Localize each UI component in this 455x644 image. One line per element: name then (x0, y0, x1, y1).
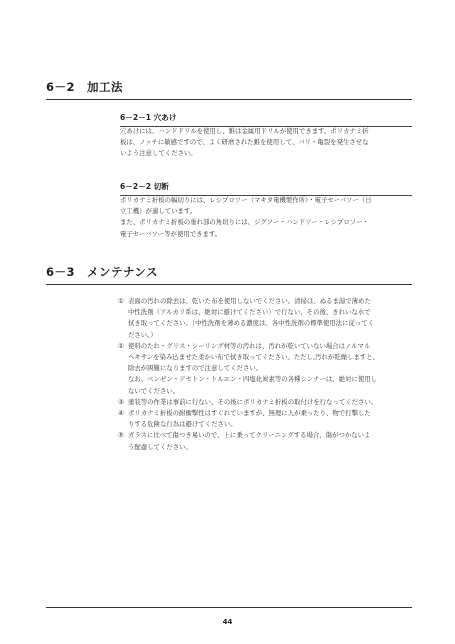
list-item (118, 408, 412, 430)
text-line: ヘキサンを染み込ませた柔かい布で拭き取ってください。ただし,汚れが乾燥しますと、 (128, 353, 379, 362)
text-line: 電子セーバソー等が使用できます。 (120, 229, 222, 238)
subsection-heading-6-2-2: 6－2－2 切断 (120, 181, 412, 196)
section-heading-6-2: 6－2 加工法 (46, 79, 412, 100)
text-line: ださい。） (128, 330, 157, 339)
text-line: 拭き取ってください。（中性洗剤を薄める濃度は、各中性洗剤の標準使用法に従ってく (128, 319, 375, 328)
text-line: 塗装等の作業は事前に行ない、その後にポリカナミ折板の取付けを行なってください。 (128, 397, 378, 406)
text-line: また、ポリカナミ折板の垂れ部の角切りには、ジグソー・ハンドソー・レシプロソー・ (120, 218, 369, 227)
paragraph-cutting (120, 195, 410, 240)
text-line: 除去が困難になりますので注意してください。 (128, 364, 263, 373)
text-line: ないでください。 (128, 386, 180, 395)
text-line: 穴あけには、ハンドドリルを使用し、錐は金属用ドリルが使用できます。ポリカナミ折 (120, 127, 369, 135)
footer-divider (46, 607, 412, 608)
text-line: ポリカナミ折板の耐衝撃性はすぐれていますが、無理に人が乗ったり、物で打撃した (128, 409, 371, 418)
maintenance-list (118, 296, 412, 453)
page-number: 44 (222, 618, 233, 626)
list-item (118, 341, 412, 397)
item-number: ② (118, 341, 124, 350)
list-item (118, 296, 412, 341)
item-number: ⑤ (118, 431, 124, 440)
item-number: ① (118, 297, 124, 305)
text-line: いよう注意してください。 (120, 149, 197, 158)
text-line: 立工機）が適しています。 (120, 207, 197, 216)
list-item (118, 397, 412, 408)
text-line: 使料のたれ・グリス・シーリング材等の汚れは、汚れが乾いていない場合はノルマル (128, 341, 371, 350)
text-line: ポリカナミ折板の幅切りには、レシプロソー（マキタ電機製作所）・電子セーバソー（日 (120, 196, 372, 204)
text-line: りする危険な行為は避けてください。 (128, 420, 237, 429)
list-item (118, 430, 412, 452)
paragraph-drilling (120, 126, 410, 160)
text-line: 表面の汚れの除去は、乾いた布を使用しないでください。清掃は、ぬるま湯で薄めた (128, 297, 371, 305)
text-line: なお、ベンゼン・アセトン・トルエン・四塩化炭素等の各種シンナーは、絶対に使用し (128, 375, 378, 384)
text-line: 板は、ノッチに敏感ですので、よく研磨された錐を使用して、バリ・亀裂を発生させな (120, 138, 369, 147)
text-line: ガラスに比べて傷つき易いので、上に乗ってクリーニングする場合、傷がつかないよ (128, 431, 371, 440)
text-line: 中性洗剤（アルカリ系は、絶対に避けてください）で行ない、その後、きれいな水で (128, 308, 371, 317)
item-number: ③ (118, 397, 124, 406)
section-heading-6-3: 6－3 メンテナンス (46, 264, 412, 285)
subsection-heading-6-2-1: 6－2－1 穴あけ (120, 112, 412, 127)
item-number: ④ (118, 409, 124, 418)
text-line: う配慮してください。 (128, 442, 192, 451)
